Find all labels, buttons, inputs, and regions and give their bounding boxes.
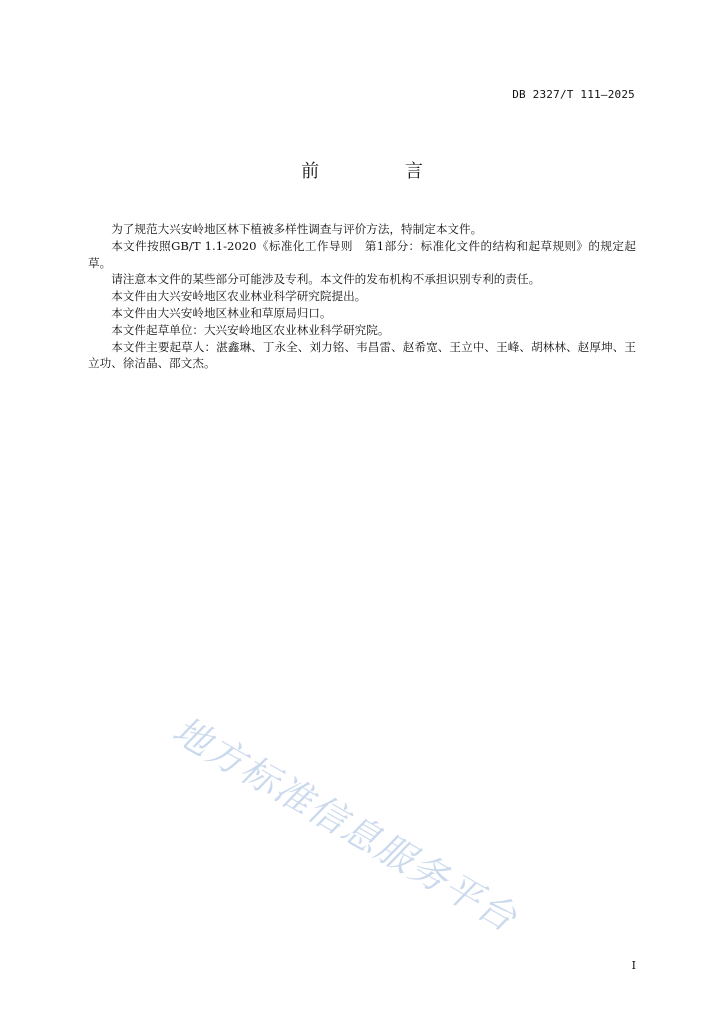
paragraph-drafters: 本文件主要起草人：湛鑫琳、丁永全、刘力铭、韦昌雷、赵希宽、王立中、王峰、胡林林、赵厚坤、王立功、徐洁晶、邵文杰。	[88, 339, 636, 371]
page-title: 前 言	[301, 161, 463, 182]
paragraph-purpose: 为了规范大兴安岭地区林下植被多样性调查与评价方法，特制定本文件。	[111, 222, 483, 236]
document-code: DB 2327/T 111—2025	[512, 88, 635, 101]
paragraph-drafting-unit: 本文件起草单位：大兴安岭地区农业林业科学研究院。	[111, 322, 390, 337]
paragraph-patent-notice: 请注意本文件的某些部分可能涉及专利。本文件的发布机构不承担识别专利的责任。	[111, 272, 541, 287]
paragraph-drafting-rules: 本文件按照GB/T 1.1-2020《标准化工作导则 第1部分：标准化文件的结构和起草规则》的规定起草。	[88, 238, 636, 270]
watermark: 地方标准信息服务平台	[165, 708, 525, 941]
paragraph-administrator: 本文件由大兴安岭地区林业和草原局归口。	[111, 305, 332, 320]
foreword-body	[88, 221, 636, 372]
page-number: I	[631, 959, 636, 972]
paragraph-proposer: 本文件由大兴安岭地区农业林业科学研究院提出。	[111, 289, 367, 304]
